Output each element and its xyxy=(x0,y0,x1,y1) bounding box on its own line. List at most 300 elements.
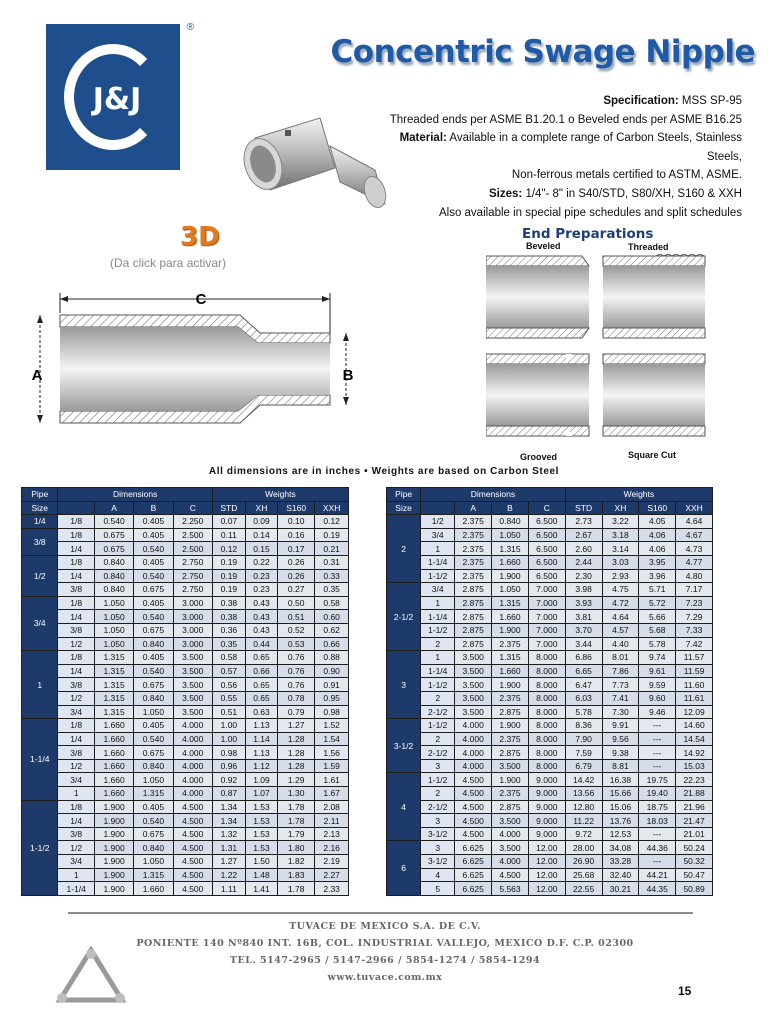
table-cell: 7.33 xyxy=(676,623,713,637)
table-cell: 1.315 xyxy=(134,787,173,801)
table-cell: 1.41 xyxy=(245,882,277,896)
table-cell: 0.405 xyxy=(134,515,173,529)
special-schedules: Also available in special pipe schedules and split schedules xyxy=(438,206,742,219)
table-cell: 0.675 xyxy=(134,583,173,597)
table-row xyxy=(387,855,713,869)
table-cell: 4.000 xyxy=(455,719,492,733)
right-dimensions-table xyxy=(386,487,713,896)
table-cell: 15.66 xyxy=(602,787,639,801)
table-row xyxy=(387,882,713,896)
footer-website[interactable]: www.tuvace.com.mx xyxy=(327,972,443,983)
table-cell: 1.00 xyxy=(212,732,245,746)
pipe-size-cell: 4 xyxy=(387,773,421,841)
table-cell: 1.660 xyxy=(94,746,133,760)
table-cell: 1 xyxy=(58,868,94,882)
table-cell: 1/8 xyxy=(58,651,94,665)
table-cell: 3/8 xyxy=(58,678,94,692)
table-cell: 0.35 xyxy=(315,583,349,597)
table-row xyxy=(387,569,713,583)
table-cell: 11.57 xyxy=(676,651,713,665)
table-cell: 1.315 xyxy=(492,542,529,556)
table-cell: 2.375 xyxy=(455,515,492,529)
table-cell: 0.675 xyxy=(134,827,173,841)
table-cell: 1.315 xyxy=(94,691,133,705)
table-cell: 2.33 xyxy=(315,882,349,896)
table-row xyxy=(387,555,713,569)
table-cell: 1/8 xyxy=(58,515,94,529)
table-cell: 2-1/2 xyxy=(421,746,455,760)
table-cell: 0.96 xyxy=(212,759,245,773)
table-cell: 2 xyxy=(421,732,455,746)
table-cell: 1/4 xyxy=(58,732,94,746)
table-cell: 1.83 xyxy=(278,868,315,882)
table-cell: 2.250 xyxy=(173,515,212,529)
header-xh: XH xyxy=(602,501,639,515)
table-cell: 3.81 xyxy=(565,610,602,624)
table-cell: 0.840 xyxy=(134,637,173,651)
table-cell: 4.500 xyxy=(173,800,212,814)
table-cell: 6.47 xyxy=(565,678,602,692)
table-cell: 3.18 xyxy=(602,528,639,542)
table-cell: 8.000 xyxy=(528,651,565,665)
table-cell: 11.22 xyxy=(565,814,602,828)
table-cell: 2.875 xyxy=(492,800,529,814)
end-preparations-diagram xyxy=(486,254,708,444)
table-cell: 4.000 xyxy=(492,827,529,841)
table-cell: 0.21 xyxy=(315,542,349,556)
table-cell: 0.19 xyxy=(212,583,245,597)
table-cell: 1.050 xyxy=(94,596,133,610)
table-cell: 0.09 xyxy=(245,515,277,529)
square-cut-label: Square Cut xyxy=(628,450,677,460)
table-cell: 14.54 xyxy=(676,732,713,746)
table-cell: 1.050 xyxy=(492,528,529,542)
table-cell: 50.32 xyxy=(676,855,713,869)
logo-text: J&J xyxy=(92,82,142,117)
table-cell: 6.65 xyxy=(565,664,602,678)
table-cell: 8.000 xyxy=(528,678,565,692)
pipe-size-cell: 1-1/2 xyxy=(22,800,58,895)
table-cell: 0.405 xyxy=(134,528,173,542)
table-cell: 5.78 xyxy=(565,705,602,719)
table-cell: 4.000 xyxy=(173,773,212,787)
table-cell: 2.375 xyxy=(492,732,529,746)
table-cell: 1.53 xyxy=(245,800,277,814)
table-cell: 0.405 xyxy=(134,596,173,610)
table-cell: 12.53 xyxy=(602,827,639,841)
table-cell: 1-1/2 xyxy=(421,678,455,692)
table-cell: 3 xyxy=(421,759,455,773)
table-cell: 2.93 xyxy=(602,569,639,583)
table-cell: 6.625 xyxy=(455,841,492,855)
table-cell: 1.13 xyxy=(245,719,277,733)
table-cell: 9.72 xyxy=(565,827,602,841)
table-cell: 3.500 xyxy=(492,814,529,828)
table-cell: 9.38 xyxy=(602,746,639,760)
table-row xyxy=(22,583,349,597)
table-cell: 0.63 xyxy=(245,705,277,719)
table-cell: 1.900 xyxy=(94,868,133,882)
table-cell: 2.875 xyxy=(455,637,492,651)
table-cell: 1.900 xyxy=(94,855,133,869)
table-cell: 1-1/2 xyxy=(421,719,455,733)
header-xxh: XXH xyxy=(676,501,713,515)
table-row xyxy=(22,610,349,624)
table-cell: 0.98 xyxy=(315,705,349,719)
table-row xyxy=(22,855,349,869)
table-cell: 8.81 xyxy=(602,759,639,773)
table-cell: 2.375 xyxy=(492,691,529,705)
table-cell: 18.75 xyxy=(639,800,676,814)
table-cell: 32.40 xyxy=(602,868,639,882)
table-cell: 0.90 xyxy=(315,664,349,678)
table-cell: 8.36 xyxy=(565,719,602,733)
footer-divider xyxy=(68,912,693,914)
table-cell: 0.840 xyxy=(134,841,173,855)
table-cell: 3.500 xyxy=(455,691,492,705)
table-cell: 1.900 xyxy=(492,773,529,787)
table-cell: 1.28 xyxy=(278,746,315,760)
table-cell: 19.40 xyxy=(639,787,676,801)
table-row xyxy=(22,623,349,637)
table-cell: 0.79 xyxy=(278,705,315,719)
table-cell: 1.900 xyxy=(492,623,529,637)
table-cell: 0.52 xyxy=(278,623,315,637)
page-title: Concentric Swage Nipple xyxy=(330,34,755,70)
table-cell: 3/4 xyxy=(421,583,455,597)
table-row xyxy=(387,678,713,692)
table-cell: 0.840 xyxy=(134,691,173,705)
table-row xyxy=(22,719,349,733)
table-row xyxy=(387,528,713,542)
table-row xyxy=(22,746,349,760)
table-cell: 1-1/2 xyxy=(421,569,455,583)
3d-activate-hint[interactable]: (Da click para activar) xyxy=(110,256,227,270)
table-row xyxy=(387,773,713,787)
table-row xyxy=(22,678,349,692)
table-cell: 7.000 xyxy=(528,610,565,624)
table-cell: 21.47 xyxy=(676,814,713,828)
table-cell: 1.07 xyxy=(245,787,277,801)
dim-a-label: A xyxy=(31,367,43,384)
table-cell: 0.38 xyxy=(212,610,245,624)
company-logo xyxy=(46,22,194,170)
3d-label[interactable]: 3D xyxy=(180,222,220,252)
header-c: C xyxy=(528,501,565,515)
table-cell: 8.01 xyxy=(602,651,639,665)
table-cell: 4.500 xyxy=(455,787,492,801)
table-cell: 6.500 xyxy=(528,569,565,583)
table-cell: 12.00 xyxy=(528,841,565,855)
table-cell: 3.500 xyxy=(173,691,212,705)
table-cell: 5.72 xyxy=(639,596,676,610)
table-cell: 0.65 xyxy=(245,678,277,692)
table-cell: --- xyxy=(639,719,676,733)
table-cell: 0.57 xyxy=(212,664,245,678)
table-cell: 0.17 xyxy=(278,542,315,556)
header-s160: S160 xyxy=(278,501,315,515)
table-cell: 4.500 xyxy=(455,800,492,814)
table-cell: 0.07 xyxy=(212,515,245,529)
pipe-size-cell: 1/2 xyxy=(22,555,58,596)
pipe-size-cell: 3 xyxy=(387,651,421,719)
table-cell: 4.75 xyxy=(602,583,639,597)
table-cell: 7.59 xyxy=(565,746,602,760)
table-cell: 1.660 xyxy=(492,664,529,678)
table-row xyxy=(22,787,349,801)
table-cell: 4.64 xyxy=(676,515,713,529)
table-cell: 0.66 xyxy=(315,637,349,651)
material-certified: Non-ferrous metals certified to ASTM, ASME. xyxy=(511,169,742,182)
material-label: Material: xyxy=(399,132,447,145)
table-cell: 14.60 xyxy=(676,719,713,733)
table-cell: 4.000 xyxy=(455,759,492,773)
table-row xyxy=(387,637,713,651)
table-cell: 0.43 xyxy=(245,610,277,624)
table-cell: 4.000 xyxy=(455,732,492,746)
table-cell: 9.46 xyxy=(639,705,676,719)
end-preparations-title: End Preparations xyxy=(522,226,654,242)
table-cell: 2.13 xyxy=(315,827,349,841)
table-row xyxy=(22,596,349,610)
table-cell: 1/2 xyxy=(421,515,455,529)
table-cell: 2-1/2 xyxy=(421,800,455,814)
table-cell: 0.15 xyxy=(245,542,277,556)
table-cell: 15.03 xyxy=(676,759,713,773)
table-cell: 6.500 xyxy=(528,515,565,529)
table-cell: 0.23 xyxy=(245,569,277,583)
table-cell: 2.375 xyxy=(492,637,529,651)
dim-c-label: C xyxy=(195,291,207,308)
table-row xyxy=(387,827,713,841)
table-cell: 3/8 xyxy=(58,827,94,841)
table-cell: 5.563 xyxy=(492,882,529,896)
table-cell: 3/4 xyxy=(421,528,455,542)
table-row xyxy=(22,800,349,814)
table-cell: 2.08 xyxy=(315,800,349,814)
table-cell: 1.61 xyxy=(315,773,349,787)
table-cell: 0.50 xyxy=(278,596,315,610)
beveled-end xyxy=(486,256,589,338)
table-cell: 2.500 xyxy=(173,528,212,542)
header-a: A xyxy=(94,501,133,515)
table-cell: 3.44 xyxy=(565,637,602,651)
table-cell: 1.900 xyxy=(94,882,133,896)
table-cell: 2.750 xyxy=(173,583,212,597)
table-cell: 2.875 xyxy=(455,623,492,637)
pipe-size-cell: 3/8 xyxy=(22,528,58,555)
header-std: STD xyxy=(212,501,245,515)
table-cell: 1.56 xyxy=(315,746,349,760)
sizes-value: 1/4"- 8" in S40/STD, S80/XH, S160 & XXH xyxy=(522,187,742,200)
table-cell: 1/8 xyxy=(58,528,94,542)
table-cell: 3.500 xyxy=(173,664,212,678)
table-cell: 2.375 xyxy=(455,528,492,542)
table-cell: --- xyxy=(639,827,676,841)
sizes-label: Sizes: xyxy=(489,187,523,200)
table-cell: 1/2 xyxy=(58,759,94,773)
table-cell: 19.75 xyxy=(639,773,676,787)
table-cell: 14.42 xyxy=(565,773,602,787)
table-cell: 1-1/2 xyxy=(421,773,455,787)
table-cell: 4.77 xyxy=(676,555,713,569)
table-cell: 1-1/4 xyxy=(421,555,455,569)
table-cell: 0.65 xyxy=(245,691,277,705)
table-cell: 2.750 xyxy=(173,555,212,569)
table-cell: 4.57 xyxy=(602,623,639,637)
table-cell: 0.38 xyxy=(212,596,245,610)
grooved-end xyxy=(486,354,589,436)
table-cell: 8.000 xyxy=(528,759,565,773)
table-cell: 3.000 xyxy=(173,610,212,624)
table-row xyxy=(22,528,349,542)
table-cell: 44.35 xyxy=(639,882,676,896)
table-cell: 1.315 xyxy=(94,664,133,678)
table-row xyxy=(387,814,713,828)
table-cell: 0.44 xyxy=(245,637,277,651)
table-row xyxy=(22,841,349,855)
table-cell: 5 xyxy=(421,882,455,896)
header-dimensions: Dimensions xyxy=(421,488,566,502)
table-cell: 1.34 xyxy=(212,800,245,814)
table-cell: 9.74 xyxy=(639,651,676,665)
table-cell: 4.500 xyxy=(173,841,212,855)
table-cell: 1.53 xyxy=(245,814,277,828)
table-cell: 9.000 xyxy=(528,814,565,828)
table-cell: 1.28 xyxy=(278,759,315,773)
table-cell: 0.675 xyxy=(134,746,173,760)
table-cell: 4 xyxy=(421,868,455,882)
header-pipe: Pipe xyxy=(22,488,58,502)
table-cell: 4.500 xyxy=(455,773,492,787)
table-cell: 11.59 xyxy=(676,664,713,678)
table-cell: 3.500 xyxy=(173,651,212,665)
table-cell: 1.53 xyxy=(245,841,277,855)
table-row xyxy=(387,623,713,637)
table-cell: 1.31 xyxy=(212,841,245,855)
table-row xyxy=(387,664,713,678)
table-cell: 1.27 xyxy=(278,719,315,733)
table-cell: 6.625 xyxy=(455,855,492,869)
table-cell: 0.840 xyxy=(94,583,133,597)
table-cell: 0.87 xyxy=(212,787,245,801)
table-cell: 1-1/4 xyxy=(58,882,94,896)
table-cell: 14.92 xyxy=(676,746,713,760)
table-cell: 1/4 xyxy=(58,610,94,624)
table-cell: 1 xyxy=(421,651,455,665)
table-cell: 3.000 xyxy=(173,596,212,610)
spec-ends: Threaded ends per ASME B1.20.1 o Beveled ends per ASME B16.25 xyxy=(389,113,742,126)
table-cell: 50.47 xyxy=(676,868,713,882)
table-cell: 3.500 xyxy=(492,841,529,855)
table-cell: 1.78 xyxy=(278,882,315,896)
header-pipe: Pipe xyxy=(387,488,421,502)
table-cell: 0.76 xyxy=(278,678,315,692)
table-cell: 4.06 xyxy=(639,542,676,556)
table-cell: 0.76 xyxy=(278,651,315,665)
table-cell: 1-1/4 xyxy=(421,610,455,624)
table-cell: 50.24 xyxy=(676,841,713,855)
table-cell: 7.73 xyxy=(602,678,639,692)
table-cell: 1.28 xyxy=(278,732,315,746)
table-cell: 1.59 xyxy=(315,759,349,773)
table-cell: 2 xyxy=(421,787,455,801)
table-row xyxy=(387,787,713,801)
table-row xyxy=(22,773,349,787)
table-cell: 7.000 xyxy=(528,637,565,651)
table-cell: 1/2 xyxy=(58,691,94,705)
table-cell: 22.55 xyxy=(565,882,602,896)
table-row xyxy=(22,542,349,556)
footer-company: TUVACE DE MEXICO S.A. DE C.V. xyxy=(289,921,481,932)
table-cell: 3 xyxy=(421,841,455,855)
table-cell: 0.675 xyxy=(94,542,133,556)
table-cell: 9.60 xyxy=(639,691,676,705)
table-cell: 0.540 xyxy=(134,610,173,624)
table-cell: 3/4 xyxy=(58,855,94,869)
table-cell: 0.36 xyxy=(212,623,245,637)
table-cell: 0.91 xyxy=(315,678,349,692)
table-cell: 33.28 xyxy=(602,855,639,869)
table-cell: 3.000 xyxy=(173,623,212,637)
table-cell: 0.840 xyxy=(94,569,133,583)
table-cell: 0.11 xyxy=(212,528,245,542)
table-cell: 1.900 xyxy=(94,814,133,828)
table-cell: 0.675 xyxy=(94,528,133,542)
table-cell: 1 xyxy=(421,542,455,556)
table-cell: 0.540 xyxy=(134,664,173,678)
table-cell: 1.315 xyxy=(94,705,133,719)
table-cell: 0.58 xyxy=(212,651,245,665)
table-row xyxy=(387,759,713,773)
table-cell: 1.11 xyxy=(212,882,245,896)
table-cell: 1.48 xyxy=(245,868,277,882)
table-cell: 3.500 xyxy=(492,759,529,773)
pipe-size-cell: 1-1/4 xyxy=(22,719,58,801)
table-cell: 0.78 xyxy=(278,691,315,705)
table-cell: 1/4 xyxy=(58,814,94,828)
table-cell: 0.95 xyxy=(315,691,349,705)
table-cell: 0.26 xyxy=(278,569,315,583)
table-cell: 5.66 xyxy=(639,610,676,624)
swage-nipple-3d-image[interactable] xyxy=(225,108,400,228)
table-cell: 2.375 xyxy=(455,555,492,569)
spec-label: Specification: xyxy=(603,95,679,107)
table-cell: 8.000 xyxy=(528,719,565,733)
table-cell: 3.03 xyxy=(602,555,639,569)
header-std: STD xyxy=(565,501,602,515)
table-cell: 1.315 xyxy=(134,868,173,882)
table-cell: 8.000 xyxy=(528,664,565,678)
table-cell: 1.32 xyxy=(212,827,245,841)
table-cell: 1.900 xyxy=(492,569,529,583)
pipe-size-cell: 1 xyxy=(22,651,58,719)
table-cell: 4.67 xyxy=(676,528,713,542)
table-cell: 0.19 xyxy=(212,569,245,583)
table-cell: 0.405 xyxy=(134,651,173,665)
table-cell: 1.22 xyxy=(212,868,245,882)
table-cell: 5.68 xyxy=(639,623,676,637)
table-cell: 4.500 xyxy=(455,814,492,828)
table-row xyxy=(22,814,349,828)
header-weights: Weights xyxy=(212,488,348,502)
header-a: A xyxy=(455,501,492,515)
table-cell: 8.000 xyxy=(528,705,565,719)
header-b: B xyxy=(134,501,173,515)
table-cell: 1 xyxy=(421,596,455,610)
table-cell: 4.000 xyxy=(455,746,492,760)
table-cell: 0.88 xyxy=(315,651,349,665)
